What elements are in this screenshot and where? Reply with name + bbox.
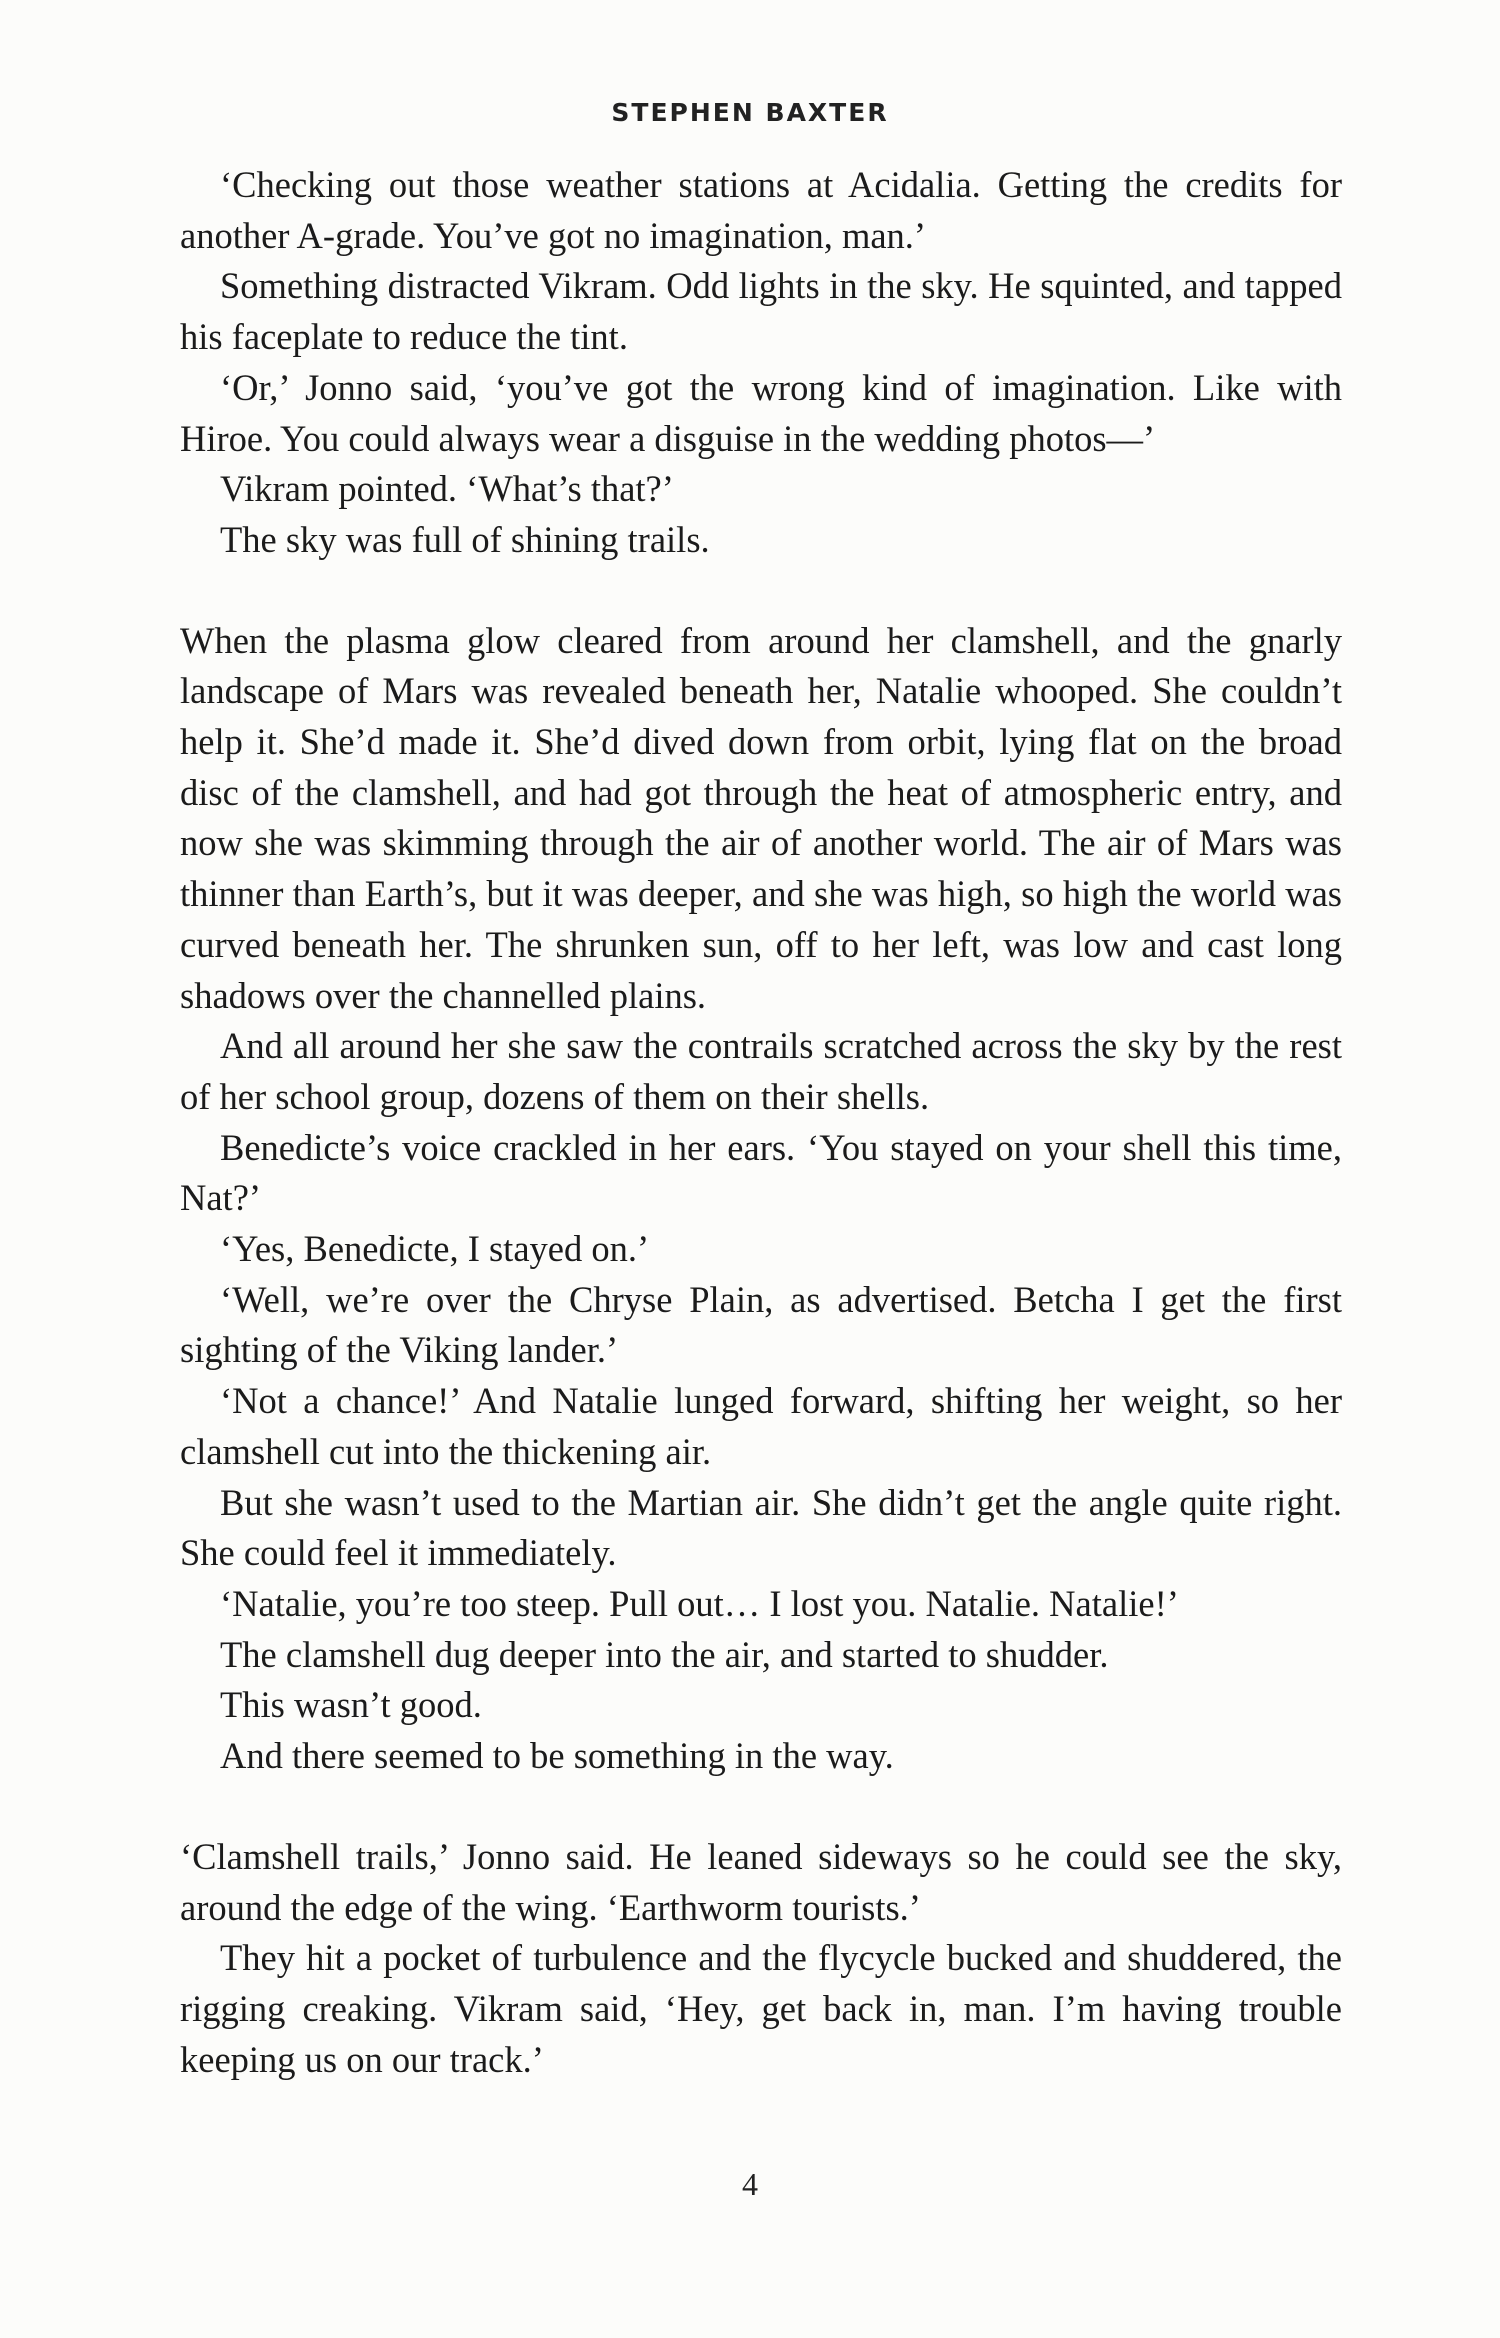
paragraph: And there seemed to be something in the way. [220,1735,894,1777]
paragraph-section-start: When the plasma glow cleared from around her clamshell, and the gnarly landscape of Mars was revealed beneath her, Natalie whooped. She couldn’t help it. She’d made it. She’d dived down from orbit, lying flat on the broad disc of the clamshell, and had got through the heat of atmospheric entry, and now she was skimming through the air of another world. The air of Mars was thinner than Earth’s, but it was deeper, and she was high, so high the world was curved beneath her. The shrunken sun, off to her left, was low and cast long shadows over the channelled plains. [180,619,1342,1016]
paragraph: But she wasn’t used to the Martian air. She didn’t get the angle quite right. She could feel it immediately. [180,1481,1342,1574]
paragraph: ‘Checking out those weather stations at Acidalia. Getting the credits for another A-grade. You’ve got no imagination, man.’ [180,164,1342,256]
paragraph: Something distracted Vikram. Odd lights in the sky. He squinted, and tapped his faceplate to reduce the tint. [180,265,1342,358]
paragraph: Benedicte’s voice crackled in her ears. ‘You stayed on your shell this time, Nat?’ [180,1126,1342,1219]
paragraph: ‘Natalie, you’re too steep. Pull out… I lost you. Natalie. Natalie!’ [220,1582,1179,1624]
paragraph: ‘Not a chance!’ And Natalie lunged forward, shifting her weight, so her clamshell cut into the thickening air. [180,1380,1342,1472]
paragraph: ‘Or,’ Jonno said, ‘you’ve got the wrong kind of imagination. Like with Hiroe. You could always wear a disguise in the wedding photos—’ [180,366,1342,459]
paragraph: This wasn’t good. [220,1684,482,1726]
paragraph: The sky was full of shining trails. [220,518,710,560]
running-head: STEPHEN BAXTER [611,98,889,127]
paragraph: They hit a pocket of turbulence and the flycycle bucked and shuddered, the rigging creaking. Vikram said, ‘Hey, get back in, man. I’m having trouble keeping us on our track.’ [180,1937,1342,2080]
page-number: 4 [742,2166,758,2202]
paragraph-section-start: ‘Clamshell trails,’ Jonno said. He leaned sideways so he could see the sky, around the edge of the wing. ‘Earthworm tourists.’ [180,1835,1342,1928]
paragraph: ‘Yes, Benedicte, I stayed on.’ [220,1228,650,1270]
paragraph: And all around her she saw the contrails scratched across the sky by the rest of her school group, dozens of them on their shells. [180,1025,1342,1117]
paragraph: The clamshell dug deeper into the air, and started to shudder. [220,1633,1109,1675]
paragraph: ‘Well, we’re over the Chryse Plain, as advertised. Betcha I get the first sighting of the Viking lander.’ [180,1278,1342,1371]
body-text [180,160,1342,2085]
paragraph: Vikram pointed. ‘What’s that?’ [220,468,674,510]
